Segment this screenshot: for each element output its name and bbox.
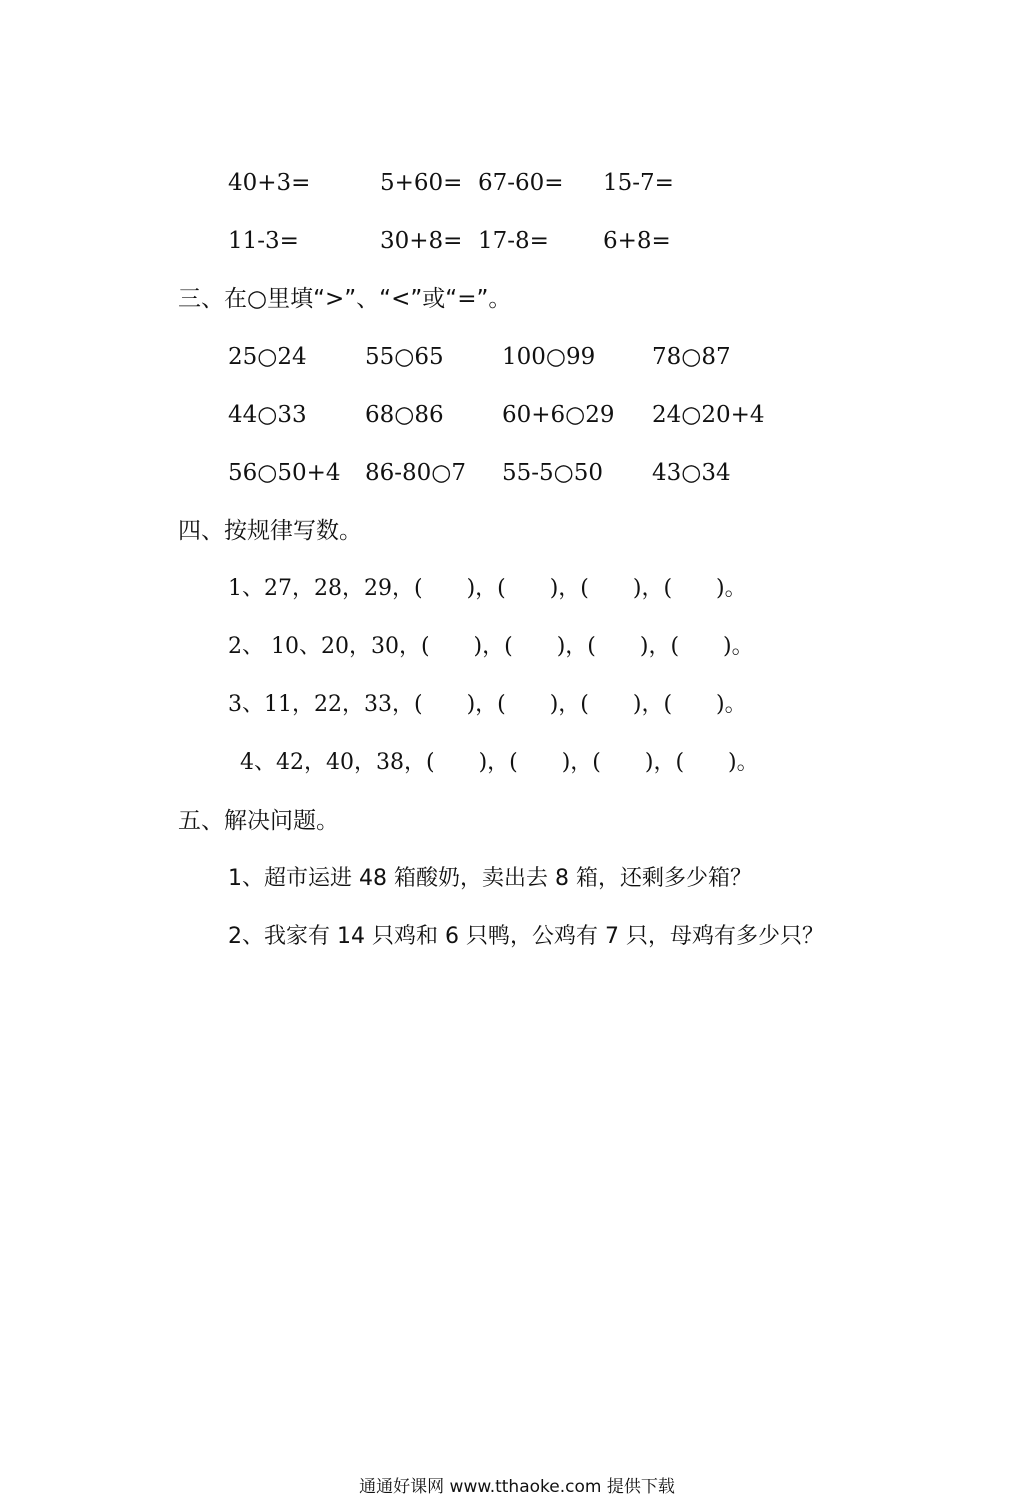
sequence-item: 4、42，40，38，( )，( )，( )，( )。 [240,750,759,775]
arith-item: 11-3= [228,228,299,254]
sequence-item: 3、11，22，33，( )，( )，( )，( )。 [228,692,747,717]
word-problem: 1、超市运进 48 箱酸奶，卖出去 8 箱，还剩多少箱？ [228,866,752,891]
arith-item: 67-60= [478,170,564,196]
compare-item: 25○24 [228,344,307,370]
compare-item: 56○50+4 [228,460,341,486]
compare-item: 44○33 [228,402,307,428]
compare-item: 68○86 [365,402,444,428]
compare-item: 60+6○29 [502,402,615,428]
arith-item: 30+8= [380,228,463,254]
arith-item: 5+60= [380,170,463,196]
sequence-item: 1、27，28，29，( )，( )，( )，( )。 [228,576,747,601]
compare-item: 86-80○7 [365,460,467,486]
section5-heading: 五、解决问题。 [178,808,339,834]
arith-item: 15-7= [603,170,674,196]
compare-item: 55○65 [365,344,444,370]
word-problem: 2、我家有 14 只鸡和 6 只鸭，公鸡有 7 只，母鸡有多少只？ [228,924,824,949]
section4-heading: 四、按规律写数。 [178,518,362,544]
compare-item: 43○34 [652,460,731,486]
sequence-item: 2、 10、20，30，( )，( )，( )，( )。 [228,634,754,659]
section3-heading: 三、在○里填“>”、“<”或“=”。 [178,286,512,312]
arith-item: 17-8= [478,228,549,254]
compare-item: 100○99 [502,344,596,370]
compare-item: 55-5○50 [502,460,604,486]
page-footer: 通通好课网 www.tthaoke.com 提供下载 [359,1477,675,1497]
arith-item: 40+3= [228,170,311,196]
compare-item: 78○87 [652,344,731,370]
arith-item: 6+8= [603,228,671,254]
compare-item: 24○20+4 [652,402,765,428]
